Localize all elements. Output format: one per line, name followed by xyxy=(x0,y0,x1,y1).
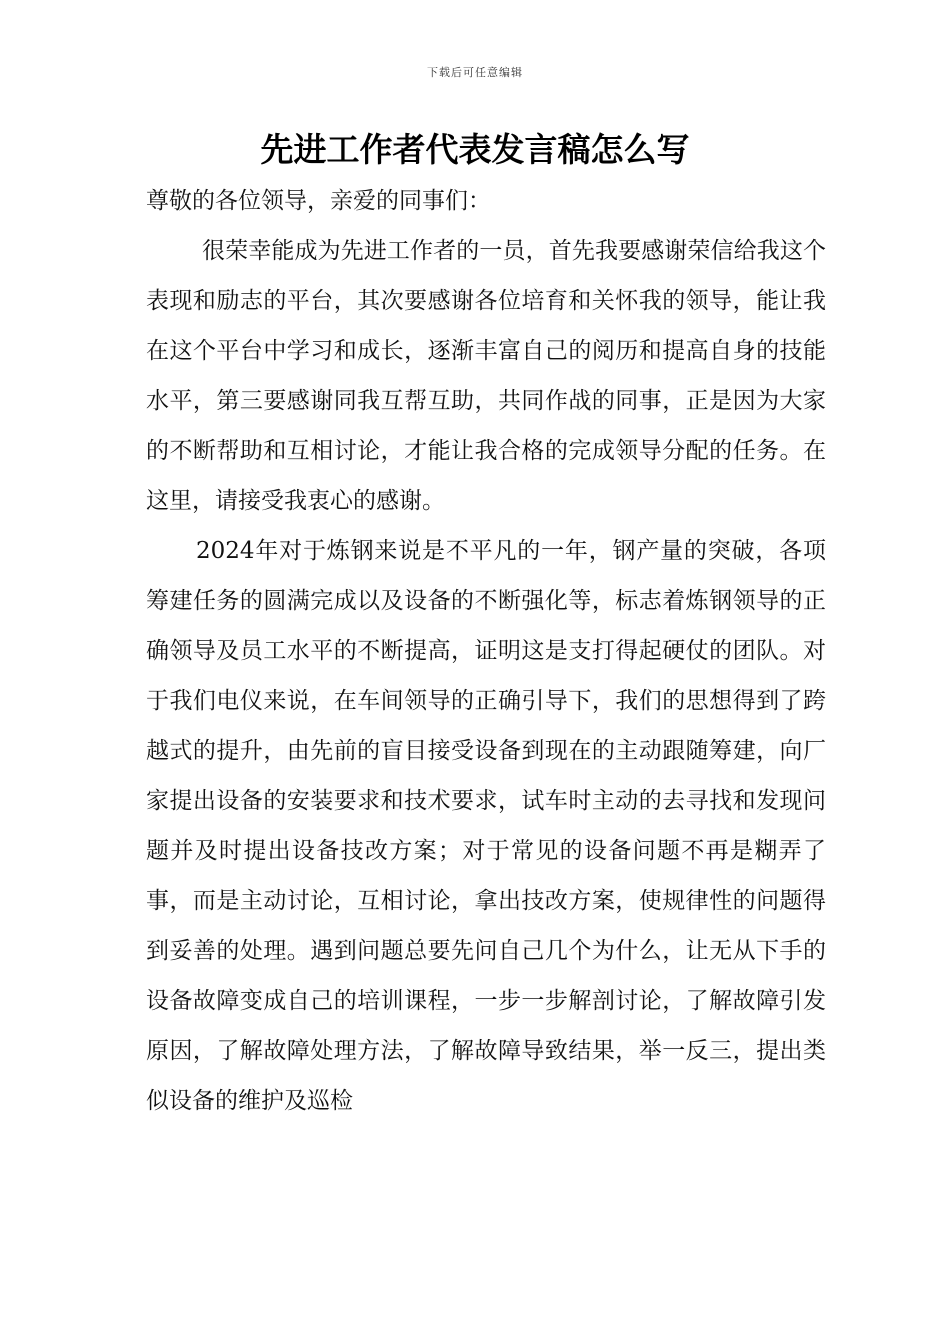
header-note: 下载后可任意编辑 xyxy=(427,66,523,79)
salutation: 尊敬的各位领导，亲爱的同事们： xyxy=(146,188,491,214)
paragraph-1: 很荣幸能成为先进工作者的一员，首先我要感谢荣信给我这个表现和励志的平台，其次要感谢各位培育和关怀我的领导，能让我在这个平台中学习和成长，逐渐丰富自己的阅历和提高自身的技能水平，第三要感谢同我互帮互助，共同作战的同事，正是因为大家的不断帮助和互相讨论，才能让我合格的完成领导分配的任务。在这里，请接受我衷心的感谢。 xyxy=(146,238,826,514)
document-title: 先进工作者代表发言稿怎么写 xyxy=(260,130,690,169)
paragraph-2: 2024年对于炼钢来说是不平凡的一年，钢产量的突破，各项筹建任务的圆满完成以及设备的不断强化等，标志着炼钢领导的正确领导及员工水平的不断提高，证明这是支打得起硬仗的团队。对于我们电仪来说，在车间领导的正确引导下，我们的思想得到了跨越式的提升，由先前的盲目接受设备到现在的主动跟随筹建，向厂家提出设备的安装要求和技术要求，试车时主动的去寻找和发现问题并及时提出设备技改方案；对于常见的设备问题不再是糊弄了事，而是主动讨论，互相讨论，拿出技改方案，使规律性的问题得到妥善的处理。遇到问题总要先问自己几个为什么，让无从下手的设备故障变成自己的培训课程，一步一步解剖讨论，了解故障引发原因，了解故障处理方法，了解故障导致结果，举一反三，提出类似设备的维护及巡检 xyxy=(146,538,826,1114)
document-body xyxy=(146,176,826,1126)
